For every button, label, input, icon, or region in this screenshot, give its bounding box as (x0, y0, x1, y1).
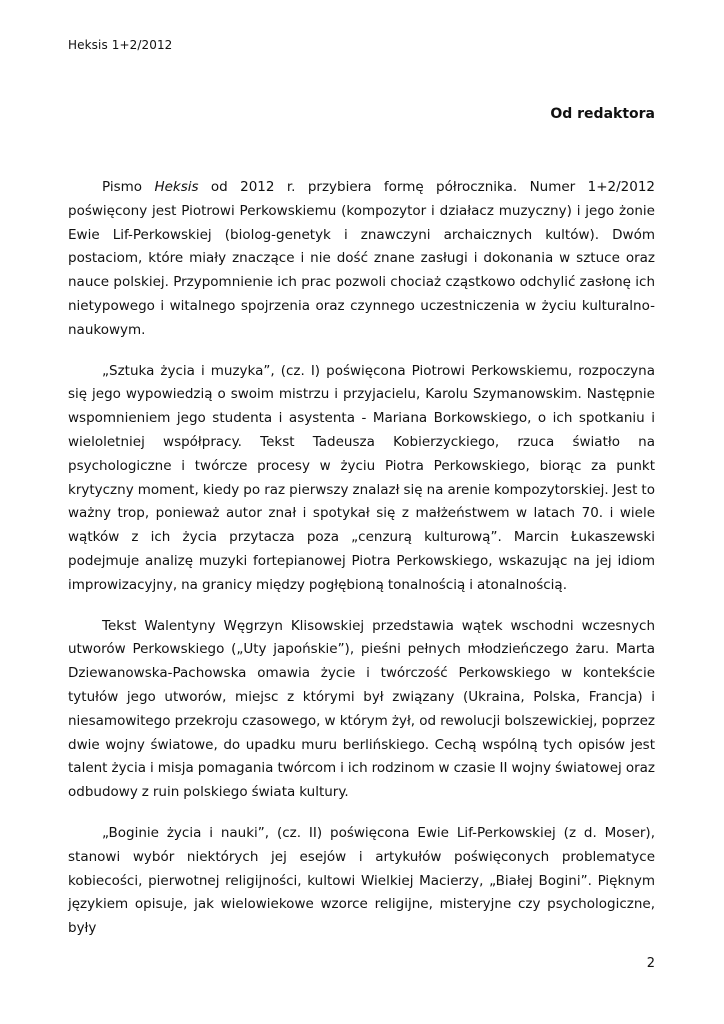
body-text (68, 176, 655, 958)
paragraph-2: „Sztuka życia i muzyka”, (cz. I) poświęcona Piotrowi Perkowskiemu, rozpoczyna się jego wypowiedzią o swoim mistrzu i przyjacielu, Karolu Szymanowskim. Następnie wspomnieniem jego studenta i asystenta - Mariana Borkowskiego, o ich spotkaniu i wieloletniej współpracy. Tekst Tadeusza Kobierzyckiego, rzuca światło na psychologiczne i twórcze procesy w życiu Piotra Perkowskiego, biorąc za punkt krytyczny moment, kiedy po raz pierwszy znalazł się na arenie kompozytorskiej. Jest to ważny trop, ponieważ autor znał i spotykał się z małżeństwem w latach 70. i wiele wątków z ich życia przytacza poza „cenzurą kulturową”. Marcin Łukaszewski podejmuje analizę muzyki fortepianowej Piotra Perkowskiego, wskazując na jej idiom improwizacyjny, na granicy między pogłębioną tonalnością i atonalnością. (68, 362, 655, 593)
paragraph-1-lead: Pismo (102, 179, 155, 195)
section-title: Od redaktora (550, 106, 655, 122)
paragraph-4: „Boginie życia i nauki”, (cz. II) poświęcona Ewie Lif-Perkowskiej (z d. Moser), stanowi wybór niektórych jej esejów i artykułów poświęconych problematyce kobiecości, pierwotnej religijności, kultowi Wielkiej Macierzy, „Białej Bogini”. Pięknym językiem opisuje, jak wielowiekowe wzorce religijne, misteryjne czy psychologiczne, były (68, 824, 655, 937)
running-header: Heksis 1+2/2012 (68, 38, 173, 52)
page-number: 2 (646, 956, 655, 971)
journal-name-italic: Heksis (154, 179, 199, 195)
paragraph-1 (68, 176, 655, 343)
paragraph-1-rest: od 2012 r. przybiera formę półrocznika. Numer 1+2/2012 poświęcony jest Piotrowi Perkowskiemu (kompozytor i działacz muzyczny) i jego żonie Ewie Lif-Perkowskiej (biolog-genetyk i znawczyni archaicznych kultów). Dwóm postaciom, które miały znaczące i nie dość znane zasługi i dokonania w sztuce oraz nauce polskiej. Przypomnienie ich prac pozwoli chociaż cząstkowo odchylić zasłonę ich nietypowego i witalnego spojrzenia oraz czynnego uczestniczenia w życiu kulturalno-naukowym. (68, 179, 656, 338)
paragraph-3: Tekst Walentyny Węgrzyn Klisowskiej przedstawia wątek wschodni wczesnych utworów Perkowskiego („Uty japońskie”), pieśni pełnych młodzieńczego żaru. Marta Dziewanowska-Pachowska omawia życie i twórczość Perkowskiego w kontekście tytułów jego utworów, miejsc z którymi był związany (Ukraina, Polska, Francja) i niesamowitego przekroju czasowego, w którym żył, od rewolucji bolszewickiej, poprzez dwie wojny światowe, do upadku muru berlińskiego. Cechą wspólną tych opisów jest talent życia i misja pomagania twórcom i ich rodzinom w czasie II wojny światowej oraz odbudowy z ruin polskiego świata kultury. (68, 617, 655, 801)
